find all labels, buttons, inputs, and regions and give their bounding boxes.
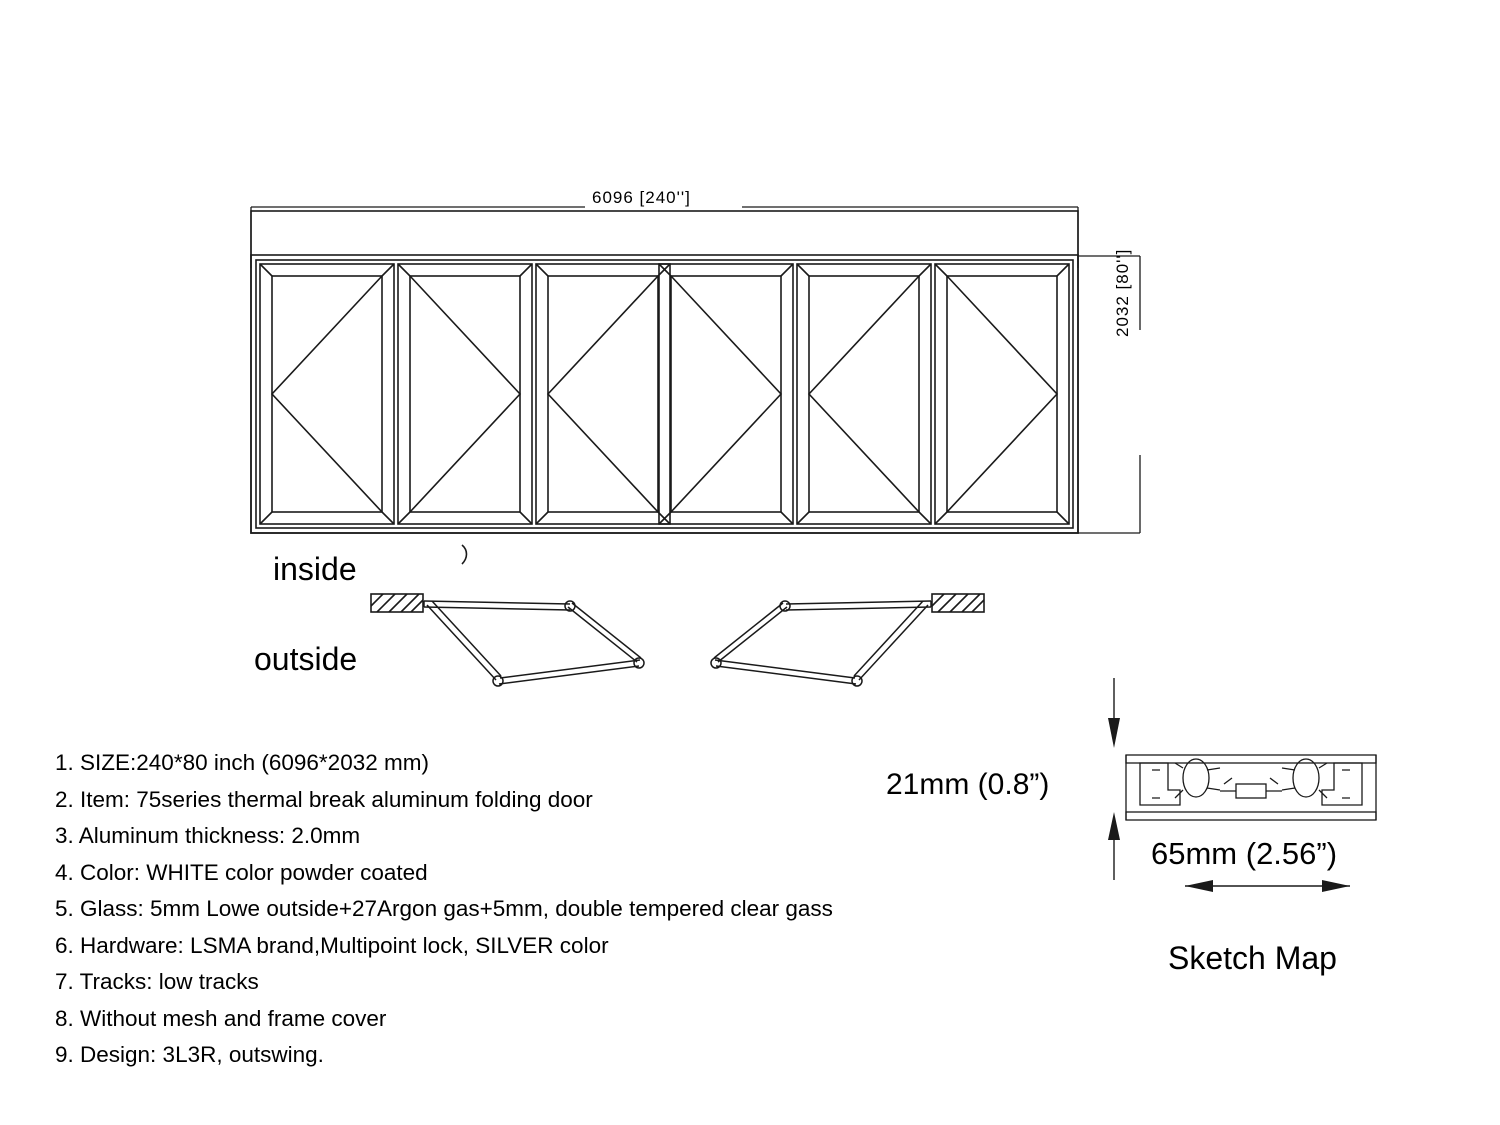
plan-right-leaves: [711, 601, 931, 686]
list-item: 8. Without mesh and frame cover: [55, 1005, 387, 1031]
door-panel-2: [398, 264, 532, 524]
leader-mark: [462, 545, 467, 564]
door-panel-1: [260, 264, 394, 524]
list-item: 5. Glass: 5mm Lowe outside+27Argon gas+5mm, double tempered clear gass: [55, 896, 833, 921]
plan-left-leaves: [424, 601, 644, 686]
list-item: 2. Item: 75series thermal break aluminum folding door: [55, 786, 593, 812]
dimension-lines: [251, 207, 1140, 533]
list-item: 1. SIZE:240*80 inch (6096*2032 mm): [55, 750, 429, 775]
list-item: 6. Hardware: LSMA brand,Multipoint lock, SILVER color: [55, 932, 609, 958]
specification-list: [55, 745, 1005, 1074]
overall-height-dimension-label: 2032 [80'']: [1113, 248, 1132, 337]
outside-label: outside: [254, 641, 358, 677]
sketch-map-title: Sketch Map: [1168, 940, 1337, 976]
sketch-profile-body: [1126, 755, 1376, 820]
list-item: 3. Aluminum thickness: 2.0mm: [55, 823, 361, 848]
door-panel-4: [659, 264, 793, 524]
door-panel-3: [536, 264, 670, 524]
list-item: 7. Tracks: low tracks: [55, 969, 259, 994]
sketch-horizontal-dimension-label: 65mm (2.56”): [1151, 836, 1338, 871]
sketch-horizontal-dim-arrow: [1185, 880, 1350, 892]
inside-label: inside: [273, 551, 357, 587]
door-panel-5: [797, 264, 931, 524]
list-item: 4. Color: WHITE color powder coated: [55, 859, 428, 885]
plan-right-jamb: [932, 594, 984, 612]
plan-left-jamb: [371, 594, 423, 612]
plan-view: [371, 594, 984, 686]
sketch-vertical-dim-arrow: [1108, 678, 1120, 880]
door-outer-frame: [251, 211, 1078, 533]
overall-width-dimension-label: 6096 [240'']: [592, 188, 691, 207]
door-panel-6: [935, 264, 1069, 524]
list-item: 9. Design: 3L3R, outswing.: [55, 1042, 324, 1067]
sketch-vertical-dimension-label: 21mm (0.8”): [886, 768, 1050, 801]
